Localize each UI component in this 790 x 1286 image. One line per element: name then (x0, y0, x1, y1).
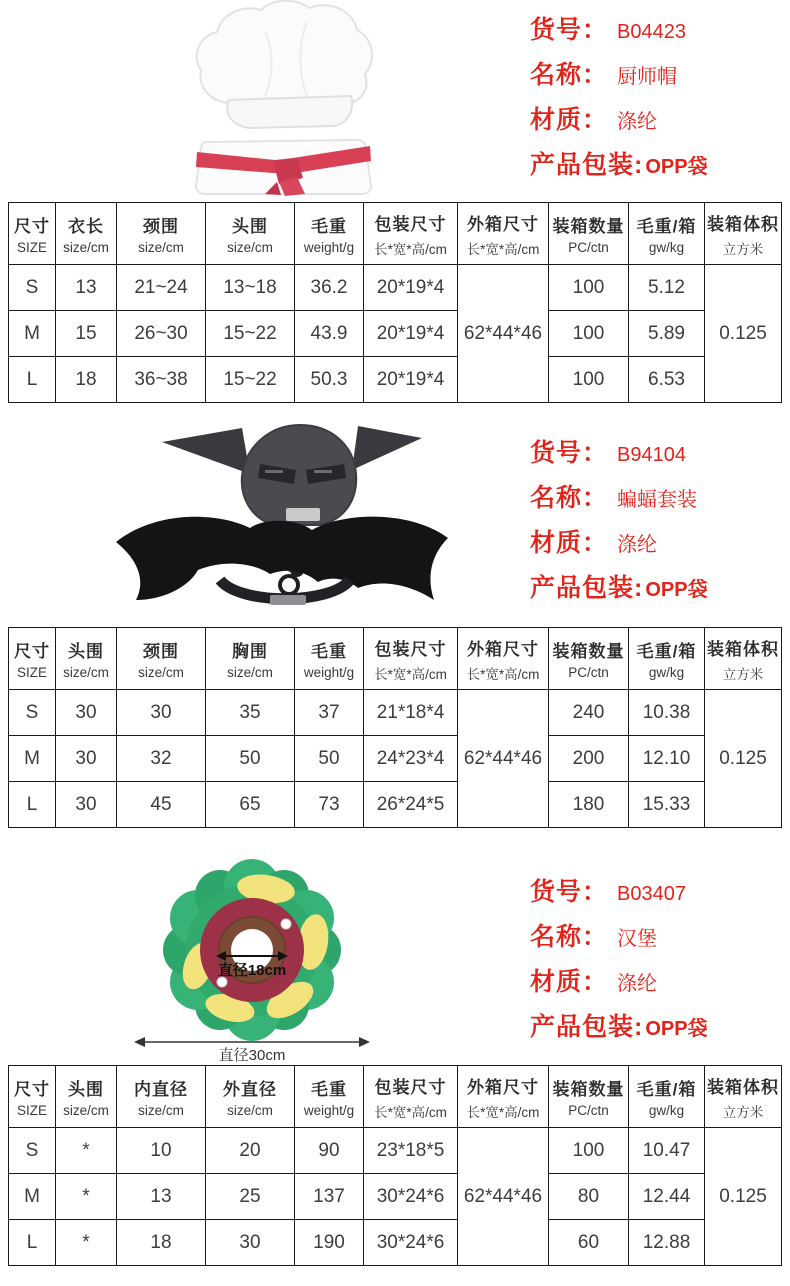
column-header-en: size/cm (138, 1103, 184, 1118)
spec-cell: L (9, 782, 56, 828)
name-line (530, 917, 786, 962)
column-header-en: 长*宽*高/cm (374, 241, 447, 257)
column-header-en: size/cm (63, 240, 109, 255)
name-value: 厨师帽 (617, 66, 678, 88)
column-header-en: SIZE (16, 665, 47, 680)
column-header-en: size/cm (138, 665, 184, 680)
column-header-cn: 颈围 (143, 642, 179, 661)
spec-cell: 50 (295, 736, 364, 782)
spec-cell: 10 (117, 1128, 206, 1174)
column-header-en: PC/ctn (568, 665, 609, 680)
column-header (9, 628, 56, 690)
spec-cell: 90 (295, 1128, 364, 1174)
header-row (9, 1066, 782, 1128)
column-header-cn: 尺寸 (14, 217, 50, 236)
column-header-en: weight/g (303, 665, 355, 680)
inner-diameter-label: 直径18cm (217, 962, 287, 979)
spec-cell: 18 (56, 357, 117, 403)
carton-qty-cell: 100 (549, 1128, 629, 1174)
carton-qty-cell: 100 (549, 311, 629, 357)
column-header (56, 628, 117, 690)
carton-volume-cell: 0.125 (705, 265, 782, 403)
spec-cell: 35 (206, 690, 295, 736)
carton-volume-cell: 0.125 (705, 1128, 782, 1266)
column-header-cn: 头围 (68, 642, 104, 661)
column-header-cn: 头围 (232, 217, 268, 236)
column-header-en: 长*宽*高/cm (466, 666, 540, 682)
spec-cell: 13 (117, 1174, 206, 1220)
column-header-cn: 头围 (68, 1080, 104, 1099)
column-header-cn: 外箱尺寸 (467, 1077, 539, 1097)
carton-qty-cell: 100 (549, 265, 629, 311)
bat-costume-photo (100, 412, 460, 622)
size-row (9, 736, 782, 782)
size-row (9, 782, 782, 828)
carton-qty-cell: 100 (549, 357, 629, 403)
spec-cell: 30 (56, 690, 117, 736)
column-header-en: 立方米 (722, 666, 764, 682)
column-header-cn: 内直径 (134, 1080, 188, 1099)
column-header-en: 长*宽*高/cm (466, 241, 540, 257)
carton-volume-cell: 0.125 (705, 690, 782, 828)
header-row (9, 203, 782, 265)
column-header (629, 203, 705, 265)
carton-size-cell: 62*44*46 (458, 265, 549, 403)
inner-diameter-dimension (216, 951, 288, 979)
column-header-cn: 胸围 (232, 642, 268, 661)
spec-cell: L (9, 357, 56, 403)
column-header-cn: 尺寸 (14, 642, 50, 661)
column-header-cn: 装箱数量 (552, 217, 625, 236)
column-header (206, 628, 295, 690)
gross-weight-cell: 10.47 (629, 1128, 705, 1174)
spec-cell: 30 (56, 782, 117, 828)
packaging-line (530, 568, 786, 613)
name-label: 名称： (530, 61, 609, 89)
spec-cell: S (9, 265, 56, 311)
column-header (549, 203, 629, 265)
column-header-en: gw/kg (648, 1103, 685, 1118)
column-header-en: 立方米 (722, 241, 764, 257)
packaging-label: 产品包装: (530, 151, 644, 179)
item-no-label: 货号： (530, 16, 609, 44)
column-header-cn: 装箱体积 (707, 639, 779, 659)
carton-qty-cell: 200 (549, 736, 629, 782)
column-header-cn: 尺寸 (14, 1080, 50, 1099)
material-value: 涤纶 (617, 111, 658, 133)
product-info-chef-hat (530, 10, 786, 190)
column-header-cn: 外箱尺寸 (467, 214, 539, 234)
gross-weight-cell: 5.89 (629, 311, 705, 357)
column-header-cn: 颈围 (143, 217, 179, 236)
column-header-en: size/cm (138, 240, 184, 255)
material-line (530, 100, 786, 145)
material-line (530, 523, 786, 568)
column-header-en: size/cm (227, 665, 273, 680)
item-no-line (530, 872, 786, 917)
name-value: 汉堡 (617, 928, 658, 950)
chef-hat-illustration (145, 0, 420, 198)
packaging-value: OPP袋 (645, 1018, 708, 1040)
column-header-en: gw/kg (648, 240, 685, 255)
spec-cell: 13 (56, 265, 117, 311)
spec-cell: 30 (117, 690, 206, 736)
column-header (9, 203, 56, 265)
column-header-cn: 毛重/箱 (636, 217, 697, 236)
spec-cell: 20 (206, 1128, 295, 1174)
column-header (9, 1066, 56, 1128)
spec-cell: 37 (295, 690, 364, 736)
spec-cell: 15~22 (206, 311, 295, 357)
spec-cell: M (9, 311, 56, 357)
spec-cell: 190 (295, 1220, 364, 1266)
column-header (206, 203, 295, 265)
column-header-en: PC/ctn (568, 240, 609, 255)
name-label: 名称： (530, 484, 609, 512)
spec-cell: 23*18*5 (364, 1128, 458, 1174)
packaging-label: 产品包装: (530, 574, 644, 602)
spec-cell: 26*24*5 (364, 782, 458, 828)
spec-cell: 24*23*4 (364, 736, 458, 782)
column-header (117, 203, 206, 265)
name-line (530, 478, 786, 523)
column-header-en: SIZE (16, 1103, 47, 1118)
spec-cell: 20*19*4 (364, 265, 458, 311)
column-header-cn: 毛重 (311, 217, 347, 236)
spec-cell: 137 (295, 1174, 364, 1220)
material-label: 材质： (530, 529, 609, 557)
spec-cell: 65 (206, 782, 295, 828)
column-header (458, 1066, 549, 1128)
spec-cell: 30*24*6 (364, 1174, 458, 1220)
column-header (549, 1066, 629, 1128)
spec-cell: 43.9 (295, 311, 364, 357)
column-header (117, 1066, 206, 1128)
packaging-value: OPP袋 (645, 156, 708, 178)
column-header-cn: 外箱尺寸 (467, 639, 539, 659)
size-row (9, 1220, 782, 1266)
hamburger-collar-photo (118, 858, 386, 1069)
spec-cell: 32 (117, 736, 206, 782)
name-value: 蝙蝠套装 (617, 489, 698, 511)
spec-cell: M (9, 1174, 56, 1220)
spec-cell: 13~18 (206, 265, 295, 311)
spec-cell: 30*24*6 (364, 1220, 458, 1266)
gross-weight-cell: 10.38 (629, 690, 705, 736)
hamburger-illustration (118, 858, 386, 1064)
column-header-cn: 装箱数量 (552, 1080, 625, 1099)
size-row (9, 265, 782, 311)
carton-qty-cell: 240 (549, 690, 629, 736)
gross-weight-cell: 15.33 (629, 782, 705, 828)
spec-cell: 36~38 (117, 357, 206, 403)
material-value: 涤纶 (617, 534, 658, 556)
material-line (530, 962, 786, 1007)
column-header-cn: 包装尺寸 (374, 639, 447, 659)
column-header (705, 628, 782, 690)
column-header (705, 1066, 782, 1128)
spec-cell: 21~24 (117, 265, 206, 311)
packaging-line (530, 145, 786, 190)
column-header (705, 203, 782, 265)
size-row (9, 1174, 782, 1220)
column-header-cn: 外直径 (223, 1080, 277, 1099)
spec-cell: L (9, 1220, 56, 1266)
column-header-en: 长*宽*高/cm (374, 1104, 447, 1120)
carton-qty-cell: 80 (549, 1174, 629, 1220)
spec-cell: 50.3 (295, 357, 364, 403)
column-header-cn: 装箱数量 (552, 642, 625, 661)
column-header (364, 628, 458, 690)
size-row (9, 311, 782, 357)
column-header (295, 203, 364, 265)
column-header-cn: 毛重 (311, 1080, 347, 1099)
spec-cell: 20*19*4 (364, 311, 458, 357)
size-row (9, 357, 782, 403)
item-no-line (530, 10, 786, 55)
item-no-label: 货号： (530, 439, 609, 467)
column-header (206, 1066, 295, 1128)
column-header-cn: 装箱体积 (707, 1077, 779, 1097)
spec-cell: 20*19*4 (364, 357, 458, 403)
spec-cell: 25 (206, 1174, 295, 1220)
column-header (295, 1066, 364, 1128)
spec-table-bat (8, 627, 782, 828)
column-header (56, 1066, 117, 1128)
product-info-hamburger (530, 872, 786, 1052)
column-header (364, 1066, 458, 1128)
column-header (629, 628, 705, 690)
column-header (458, 628, 549, 690)
packaging-line (530, 1007, 786, 1052)
bat-costume-illustration (100, 412, 460, 617)
column-header-en: gw/kg (648, 665, 685, 680)
chef-hat-costume-photo (145, 0, 420, 203)
gross-weight-cell: 6.53 (629, 357, 705, 403)
item-no-label: 货号： (530, 878, 609, 906)
material-label: 材质： (530, 968, 609, 996)
column-header-en: weight/g (303, 240, 355, 255)
column-header-cn: 衣长 (68, 217, 104, 236)
column-header-en: size/cm (227, 240, 273, 255)
column-header (117, 628, 206, 690)
column-header (549, 628, 629, 690)
spec-cell: 30 (56, 736, 117, 782)
header-row (9, 628, 782, 690)
spec-cell: 15~22 (206, 357, 295, 403)
product-info-bat (530, 433, 786, 613)
name-line (530, 55, 786, 100)
spec-cell: 30 (206, 1220, 295, 1266)
material-value: 涤纶 (617, 973, 658, 995)
spec-cell: 73 (295, 782, 364, 828)
outer-diameter-label: 直径30cm (218, 1047, 286, 1064)
item-no-value: B03407 (617, 883, 686, 905)
spec-cell: M (9, 736, 56, 782)
spec-cell: 15 (56, 311, 117, 357)
column-header-en: size/cm (63, 665, 109, 680)
column-header-en: size/cm (63, 1103, 109, 1118)
gross-weight-cell: 12.10 (629, 736, 705, 782)
spec-cell: 45 (117, 782, 206, 828)
column-header-en: size/cm (227, 1103, 273, 1118)
column-header (458, 203, 549, 265)
spec-table-hamburger (8, 1065, 782, 1266)
size-row (9, 1128, 782, 1174)
carton-qty-cell: 60 (549, 1220, 629, 1266)
outer-diameter-dimension (134, 1037, 370, 1064)
name-label: 名称： (530, 923, 609, 951)
column-header-cn: 装箱体积 (707, 214, 779, 234)
carton-size-cell: 62*44*46 (458, 1128, 549, 1266)
spec-cell: 36.2 (295, 265, 364, 311)
gross-weight-cell: 12.44 (629, 1174, 705, 1220)
gross-weight-cell: 12.88 (629, 1220, 705, 1266)
column-header (295, 628, 364, 690)
column-header-en: weight/g (303, 1103, 355, 1118)
material-label: 材质： (530, 106, 609, 134)
packaging-value: OPP袋 (645, 579, 708, 601)
spec-cell: 26~30 (117, 311, 206, 357)
spec-cell: * (56, 1128, 117, 1174)
column-header-cn: 包装尺寸 (374, 214, 447, 234)
column-header (364, 203, 458, 265)
column-header-en: PC/ctn (568, 1103, 609, 1118)
spec-cell: * (56, 1174, 117, 1220)
spec-table-chef-hat (8, 202, 782, 403)
item-no-value: B94104 (617, 444, 686, 466)
column-header-cn: 毛重/箱 (636, 1080, 697, 1099)
column-header-cn: 毛重/箱 (636, 642, 697, 661)
column-header-cn: 毛重 (311, 642, 347, 661)
column-header (56, 203, 117, 265)
spec-cell: * (56, 1220, 117, 1266)
gross-weight-cell: 5.12 (629, 265, 705, 311)
column-header-en: 立方米 (722, 1104, 764, 1120)
column-header-en: 长*宽*高/cm (466, 1104, 540, 1120)
spec-cell: S (9, 690, 56, 736)
size-row (9, 690, 782, 736)
column-header (629, 1066, 705, 1128)
column-header-cn: 包装尺寸 (374, 1077, 447, 1097)
spec-cell: 18 (117, 1220, 206, 1266)
spec-cell: 21*18*4 (364, 690, 458, 736)
item-no-line (530, 433, 786, 478)
column-header-en: SIZE (16, 240, 47, 255)
item-no-value: B04423 (617, 21, 686, 43)
spec-cell: 50 (206, 736, 295, 782)
carton-qty-cell: 180 (549, 782, 629, 828)
carton-size-cell: 62*44*46 (458, 690, 549, 828)
column-header-en: 长*宽*高/cm (374, 666, 447, 682)
packaging-label: 产品包装: (530, 1013, 644, 1041)
spec-cell: S (9, 1128, 56, 1174)
